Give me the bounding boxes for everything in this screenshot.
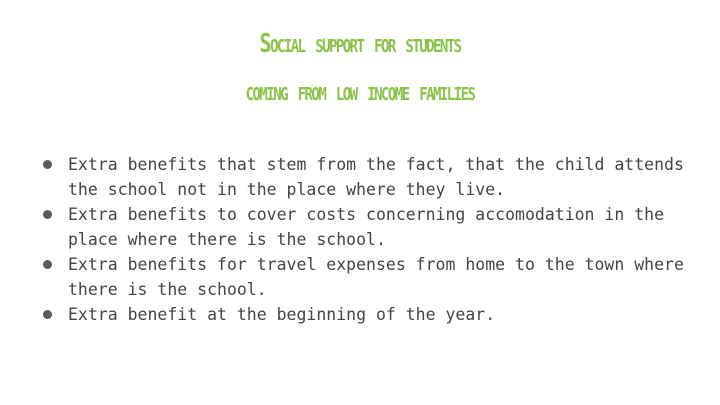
bullet-dot-icon xyxy=(43,310,52,319)
bullet-text: Extra benefits that stem from the fact, that the child attends the school not in the place where they live. xyxy=(68,155,684,199)
bullet-item-4 xyxy=(40,302,700,327)
bullet-list xyxy=(40,152,700,327)
bullet-text: Extra benefits for travel expenses from home to the town where there is the school. xyxy=(68,255,684,299)
bullet-text: Extra benefit at the beginning of the year. xyxy=(68,305,496,324)
title-line-2: coming from low income families xyxy=(245,77,475,107)
slide-title xyxy=(126,20,594,116)
bullet-dot-icon xyxy=(43,210,52,219)
bullet-item-2 xyxy=(40,202,700,252)
bullet-dot-icon xyxy=(43,160,52,169)
bullet-item-1 xyxy=(40,152,700,202)
bullet-item-3 xyxy=(40,252,700,302)
title-line-1: Social support for students xyxy=(259,29,461,59)
bullet-text: Extra benefits to cover costs concerning accomodation in the place where there is the school. xyxy=(68,205,665,249)
bullet-dot-icon xyxy=(43,260,52,269)
